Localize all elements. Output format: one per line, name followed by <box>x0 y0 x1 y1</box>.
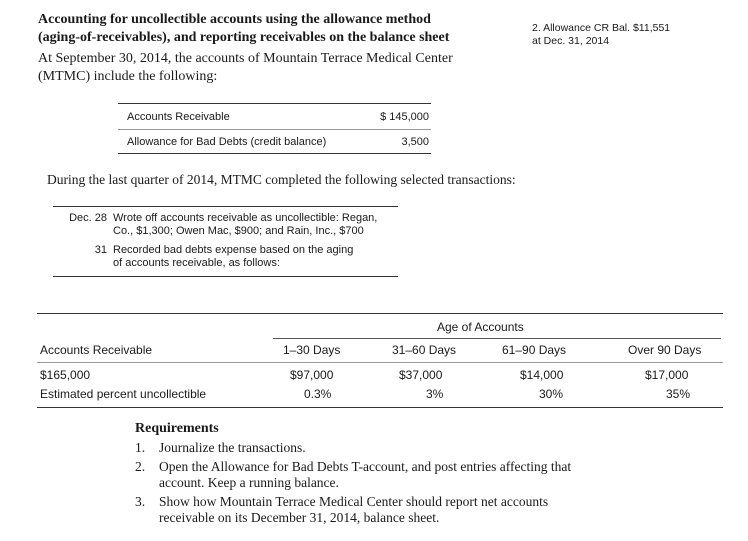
transaction-description <box>113 212 395 238</box>
heading-line-2: (aging-of-receivables), and reporting receivables on the balance sheet <box>38 30 450 45</box>
answer-note-line-2: at Dec. 31, 2014 <box>532 35 610 47</box>
requirement-line: Open the Allowance for Bad Debts T-account, and post entries affecting that <box>159 459 572 474</box>
balance-value: $ 145,000 <box>380 110 429 123</box>
group-header-rule <box>273 338 721 339</box>
transaction-line: of accounts receivable, as follows: <box>113 257 280 269</box>
aging-row-label: Estimated percent uncollectible <box>40 387 207 401</box>
aging-cell: $97,000 <box>290 368 334 382</box>
answer-note-line-1: 2. Allowance CR Bal. $11,551 <box>532 22 671 34</box>
transaction-row <box>53 212 395 238</box>
balance-label: Allowance for Bad Debts (credit balance) <box>127 135 327 148</box>
section-heading <box>38 11 508 47</box>
aging-cell: $17,000 <box>645 368 689 382</box>
aging-row-header: Accounts Receivable <box>40 343 153 357</box>
header-rule <box>37 362 723 363</box>
requirement-number: 2. <box>135 459 146 474</box>
transaction-line: Recorded bad debts expense based on the aging <box>113 244 354 256</box>
transactions-intro: During the last quarter of 2014, MTMC completed the following selected transactions: <box>47 172 516 187</box>
aging-cell: 3% <box>426 387 444 401</box>
transaction-date: Dec. 28 <box>69 212 107 224</box>
requirement-line: account. Keep a running balance. <box>159 475 339 490</box>
intro-paragraph <box>38 50 508 86</box>
heading-line-1: Accounting for uncollectible accounts using the allowance method <box>38 12 431 27</box>
transaction-description <box>113 244 395 270</box>
intro-line-1: At September 30, 2014, the accounts of Mountain Terrace Medical Center <box>38 51 453 66</box>
aging-column-header: 1–30 Days <box>283 343 341 357</box>
aging-column-header: 31–60 Days <box>392 343 457 357</box>
requirement-text <box>159 440 306 456</box>
transactions-table <box>53 206 398 277</box>
requirement-number: 3. <box>135 494 146 509</box>
balance-label: Accounts Receivable <box>127 110 230 123</box>
balances-table <box>118 103 431 154</box>
aging-table <box>37 313 723 408</box>
balance-value: 3,500 <box>401 135 429 148</box>
aging-cell: 30% <box>539 387 564 401</box>
requirement-line: receivable on its December 31, 2014, balance sheet. <box>159 510 440 525</box>
requirements-list <box>135 440 725 529</box>
aging-row-label: $165,000 <box>40 368 91 382</box>
balance-row <box>118 130 431 153</box>
requirement-item <box>135 440 725 456</box>
aging-group-header: Age of Accounts <box>437 320 524 334</box>
aging-cell: 0.3% <box>304 387 332 401</box>
transaction-date: 31 <box>94 244 107 256</box>
requirement-text <box>159 494 548 526</box>
requirement-line: Show how Mountain Terrace Medical Center should report net accounts <box>159 494 549 509</box>
aging-cell: $14,000 <box>520 368 564 382</box>
transaction-line: Co., $1,300; Owen Mac, $900; and Rain, Inc., $700 <box>113 225 364 237</box>
balance-row <box>118 104 431 130</box>
aging-cell: $37,000 <box>399 368 443 382</box>
requirements-title: Requirements <box>135 421 219 436</box>
aging-cell: 35% <box>666 387 691 401</box>
requirement-item <box>135 459 725 491</box>
transaction-row <box>53 244 395 270</box>
requirement-number: 1. <box>135 440 146 455</box>
requirement-line: Journalize the transactions. <box>159 440 306 455</box>
transaction-line: Wrote off accounts receivable as uncollectible: Regan, <box>113 212 378 224</box>
requirement-text <box>159 459 571 491</box>
aging-column-header: Over 90 Days <box>628 343 702 357</box>
answer-note <box>532 22 670 48</box>
intro-line-2: (MTMC) include the following: <box>38 69 218 84</box>
aging-column-header: 61–90 Days <box>502 343 567 357</box>
requirement-item <box>135 494 725 526</box>
